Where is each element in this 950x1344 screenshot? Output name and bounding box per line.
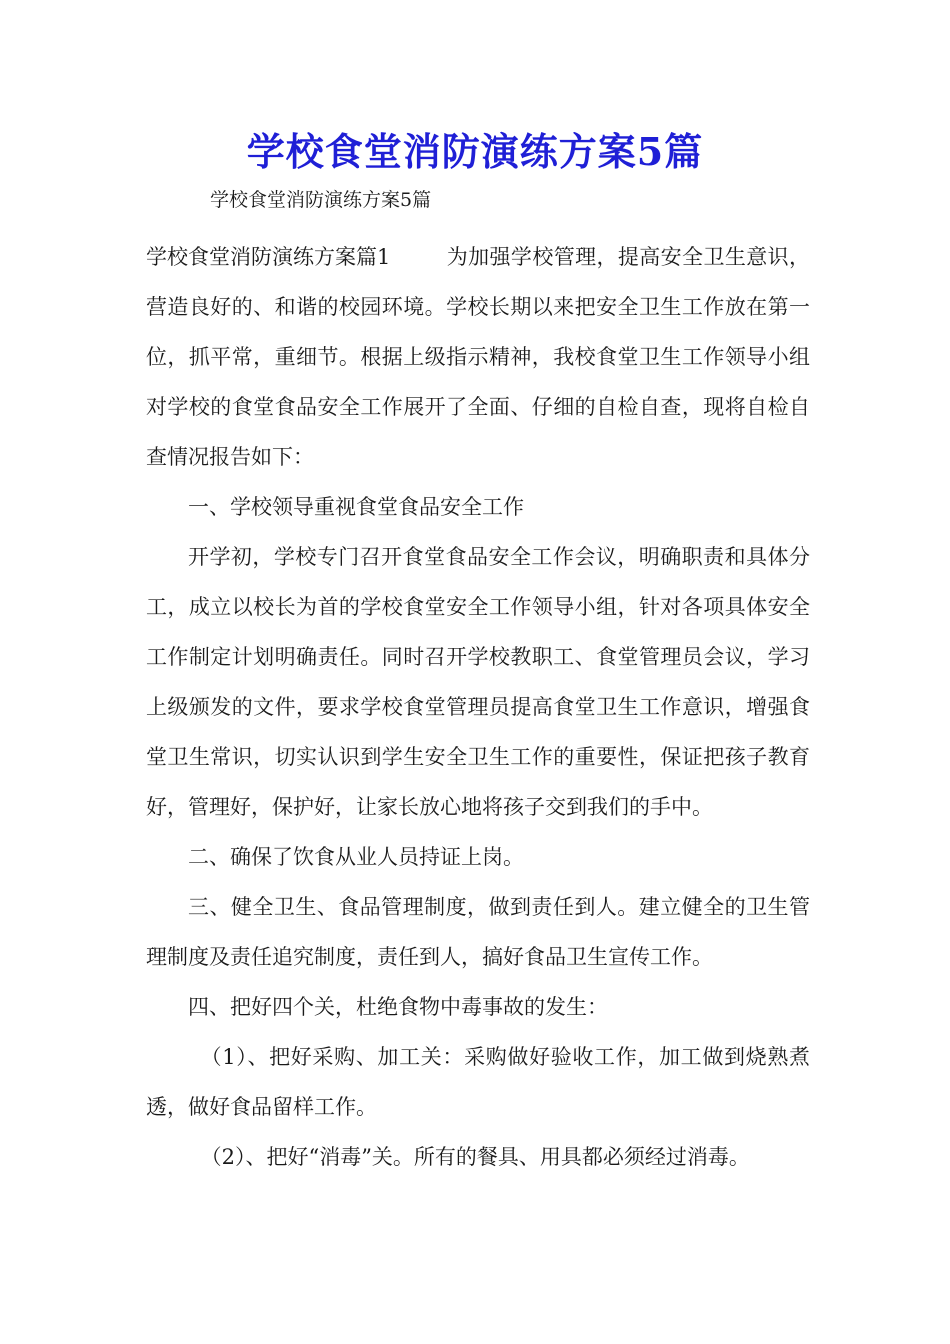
heading-two: 二、确保了饮食从业人员持证上岗。 (188, 845, 524, 869)
intro-paragraph (146, 232, 810, 482)
heading-three: 三、健全卫生、食品管理制度，做到责任到人。建立健全的卫生管理制度及责任追究制度，责任到人，搞好食品卫生宣传工作。 (146, 895, 810, 969)
document-subtitle: 学校食堂消防演练方案5篇 (210, 189, 432, 211)
document-title: 学校食堂消防演练方案5篇 (246, 129, 704, 174)
section-label: 学校食堂消防演练方案篇1 (146, 245, 391, 269)
list-item-one: （1）、把好采购、加工关：采购做好验收工作，加工做到烧熟煮透，做好食品留样工作。 (146, 1045, 810, 1119)
heading-four: 四、把好四个关，杜绝食物中毒事故的发生： (188, 995, 608, 1019)
document-body (146, 232, 810, 1182)
paragraph-meeting: 开学初，学校专门召开食堂食品安全工作会议，明确职责和具体分工，成立以校长为首的学校食堂安全工作领导小组，针对各项具体安全工作制定计划明确责任。同时召开学校教职工、食堂管理员会议，学习上级颁发的文件，要求学校食堂管理员提高食堂卫生工作意识，增强食堂卫生常识，切实认识到学生安全卫生工作的重要性，保证把孩子教育好，管理好，保护好，让家长放心地将孩子交到我们的手中。 (146, 545, 810, 819)
list-item-two: （2）、把好“消毒”关。所有的餐具、用具都必须经过消毒。 (200, 1145, 750, 1169)
heading-one: 一、学校领导重视食堂食品安全工作 (188, 495, 524, 519)
intro-text: 为加强学校管理，提高安全卫生意识，营造良好的、和谐的校园环境。学校长期以来把安全卫生工作放在第一位，抓平常，重细节。根据上级指示精神，我校食堂卫生工作领导小组对学校的食堂食品安全工作展开了全面、仔细的自检自查，现将自检自查情况报告如下： (146, 245, 810, 469)
